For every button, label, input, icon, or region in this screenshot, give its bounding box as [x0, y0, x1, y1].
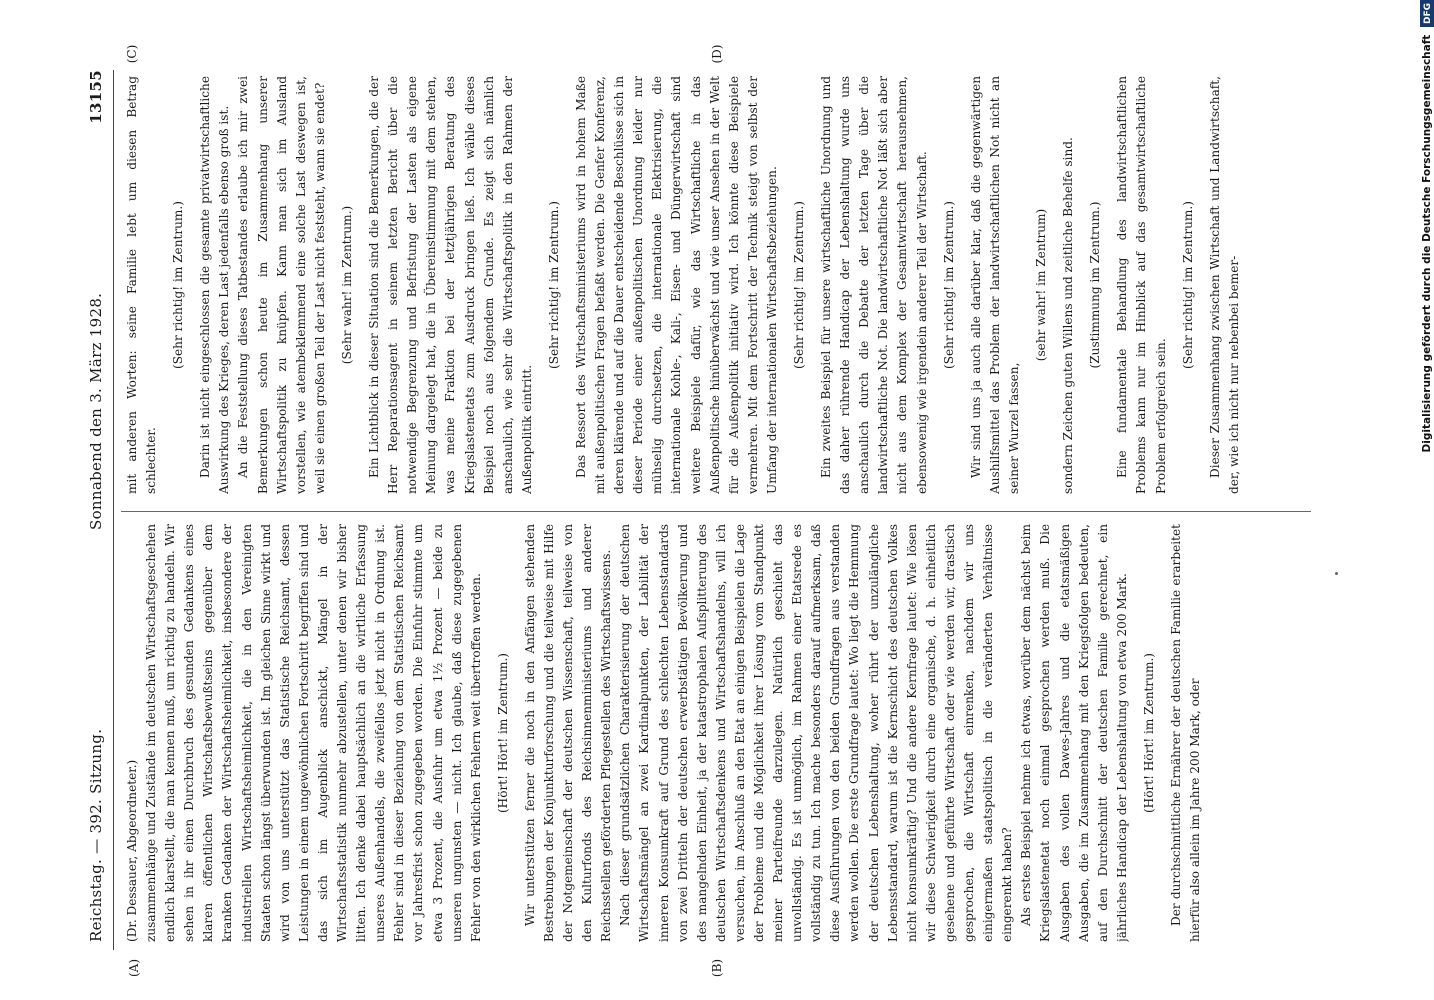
header-session: Reichstag. — 392. Sitzung.: [87, 728, 105, 942]
scan-speck: [1335, 572, 1338, 575]
interjection: (Sehr richtig! im Zentrum.): [171, 201, 186, 369]
paragraph: Eine fundamentale Behandlung des landwirtschaftlichen Problems kann nur im Hinblick auf das gesamtwirtschaftliche Problem erfolgreich sein.: [1115, 76, 1168, 494]
funding-text: Digitalisierung gefördert durch die Deutsche Forschungsgemeinschaft: [1421, 34, 1433, 453]
page-header: [85, 70, 111, 950]
paragraph: Darin ist nicht eingeschlossen die gesamte privatwirtschaftliche Auswirkung des Krieges, deren Last jedenfalls ebenso groß ist.: [198, 76, 232, 494]
paragraph: An die Feststellung dieses Tatbestandes erlaube ich mir zwei Bemerkungen schon heute im Zusammenhang unserer Wirtschaftspolitik zu knüpfen. Kann man sich im Ausland vorstellen, wie atembeklemmend eine solche Last deswegen ist, weil sie einen großen Teil der Last nicht feststeht, wann sie endet?: [236, 76, 327, 494]
right-column: [123, 76, 1313, 494]
margin-marker-c: (C): [125, 44, 139, 64]
paragraph: Das Ressort des Wirtschaftsministeriums wird in hohem Maße mit außenpolitischen Fragen befaßt werden. Die Genfer Konferenz, deren klärende und auf die Dauer entscheidende Beschlüsse sich in dieser Periode einer außenpolitischen Unordnung leider nur mühselig durchsetzen, die internationale Elektrisierung, die internationale Kohle-, Kali-, Eisen- und Düngerwirtschaft sind weitere Beispiele dafür, wie das Wirtschaftliche in das Außenpolitische hinüberwächst und wie unser Ansehen in der Welt für die Außenpolitik initiativ wird. Ich könnte diese Beispiele vermehren. Mit dem Fortschritt der Technik steigt von selbst der Umfang der internationalen Wirtschaftsbeziehungen.: [573, 76, 779, 494]
paragraph: zusammenhänge und Zustände im deutschen Wirtschaftsgeschehen endlich klarstellt, die man kennen muß, um richtig zu handeln. Wir sehen in ihr einen Durchbruch des gesunden Gedankens eines klaren öffentlichen Wirtschaftsbewußtseins gegenüber dem kranken Gedanken der Wirtschaftsheimlichkeit, insbesondere der industriellen Wirtschaftsheimlichkeit, die in den Vereinigten Staaten schon längst überwunden ist. Im gleichen Sinne wirkt und wird von uns unterstützt das Statistische Reichsamt, dessen Leistungen in einem ungewöhnlichen Fortschritt begriffen sind und das sich im Augenblick anschickt, Mängel in der Wirtschaftsstatistik nunmehr abzustellen, unter denen wir bisher litten. Ich denke dabei hauptsächlich an die wirtliche Erfassung unseres Außenhandels, die zweifellos jetzt nicht in Ordnung ist. Fehler sind in dieser Beziehung von dem Statistischen Reichsamt vor Jahresfrist schon zugegeben worden. Die Einfuhr stimmte um etwa 3 Prozent, die Ausfuhr um etwa 1½ Prozent — beide zu unseren ungunsten — nicht. Ich glaube, daß diese zugegebenen Fehler von den wirklichen Fehlern weit übertroffen werden.: [144, 524, 483, 942]
margin-marker-a: (A): [127, 958, 141, 978]
header-rule: [113, 70, 114, 950]
funding-notice-text: [1419, 0, 1434, 1000]
interjection: (Sehr richtig! im Zentrum.): [792, 201, 806, 369]
speaker-line: (Dr. Dessauer, Abgeordneter.): [125, 759, 139, 942]
interjection: (Sehr wahr! im Zentrum.): [339, 205, 354, 365]
margin-marker-d: (D): [710, 44, 724, 64]
paragraph: mit anderen Worten: seine Familie lebt um diesen Betrag schlechter.: [125, 76, 159, 494]
interjection: (Hört! Hört! im Zentrum.): [495, 652, 510, 814]
interjection: (Sehr richtig! im Zentrum.): [1180, 201, 1195, 369]
paragraph: Ein Lichtblick in dieser Situation sind die Bemerkungen, die der Herr Reparationsagent in seinem letzten Bericht über die notwendige Begrenzung und Befristung der Lasten als eigene Meinung dargelegt hat, die in Übereinstimmung mit dem stehen, was meine Fraktion bei der letztjährigen Beratung des Kriegslastenetats zum Ausdruck bringen ließ. Ich wähle dieses Beispiel noch aus folgendem Grunde. Es zeigt sich nämlich anschaulich, wie sehr die Wirtschaftspolitik in den Rahmen der Außenpolitik eintritt.: [367, 76, 534, 494]
newspaper-page: [85, 44, 1325, 978]
interjection: (Hört! Hört! im Zentrum.): [1141, 652, 1156, 814]
header-date: Sonnabend den 3. März 1928.: [87, 292, 105, 530]
interjection: (Zustimmung im Zentrum.): [1088, 201, 1103, 369]
paragraph: Wir unterstützen ferner die noch in den Anfängen stehenden Bestrebungen der Konjunkturforschung und die teilweise mit Hilfe der Notgemeinschaft der deutschen Wissenschaft, teilweise von den Kulturfonds des Reichsinnenministeriums und anderer Reichsstellen geförderten Pflegestellen des Wirtschaftswissens.: [522, 524, 614, 942]
margin-marker-b: (B): [710, 958, 724, 978]
interjection: (Sehr richtig! im Zentrum.): [546, 201, 561, 369]
paragraph: Dieser Zusammenhang zwischen Wirtschaft und Landwirtschaft, der, wie ich nicht nur nebenbei bemer-: [1207, 76, 1241, 494]
paragraph: Wir sind uns ja auch alle darüber klar, daß die gegenwärtigen Aushilfsmittel das Problem der landwirtschaftlichen Not nicht an seiner Wurzel fassen,: [968, 76, 1021, 494]
interjection: (sehr wahr! im Zentrum): [1034, 208, 1049, 362]
dfg-logo: DFG: [1420, 0, 1434, 27]
page-number: 13155: [87, 70, 105, 124]
column-divider: [121, 511, 1311, 512]
funding-notice: [1415, 0, 1434, 1000]
left-column: [123, 524, 1313, 942]
paragraph: sondern Zeichen guten Willens und zeitliche Behelfe sind.: [1061, 137, 1076, 494]
paragraph: Als erstes Beispiel nehme ich etwas, worüber dem nächst beim Kriegslastenetat noch einmal gesprochen werden muß. Die Ausgaben des vollen Dawes-Jahres und die etatsmäßigen Ausgaben, die im Zusammenhang mit den Kriegsfolgen bedeuten, auf den Durchschnitt der deutschen Familie gerechnet, ein jährliches Handicap der Lebenshaltung von etwa 200 Mark.: [1019, 524, 1129, 942]
paragraph: Nach dieser grundsätzlichen Charakterisierung der deutschen Wirtschaftsmängel an zwei Kardinalpunkten, der Labilität der inneren Konsumkraft auf Grund des schlechten Lebensstandards von zwei Dritteln der deutschen erwerbstätigen Bevölkerung und des mangelnden Einheit, ja der katastrophalen Aufsplitterung des deutschen Wirtschaftsdenkens und Wirtschaftshandelns, will ich versuchen, im Anschluß an den Etat an einigen Beispielen die Lage der Probleme und die Möglichkeit ihrer Lösung vom Standpunkt meiner Parteifreunde darzulegen. Natürlich geschieht das unvollständig. Es ist unmöglich, im Rahmen einer Etatsrede es vollständig zu tun. Ich mache besonders darauf aufmerksam, daß diese Ausführungen von den beiden Grundfragen aus verstanden werden wollen. Die erste Grundfrage lautet: Wo liegt die Hemmung der deutschen Lebenshaltung, woher rührt der unzulängliche Lebensstandard, warum ist die Kernschicht des deutschen Volkes nicht konsumkräftig? Und die andere Kernfrage lautet: Wie lösen wir diese Schwierigkeit durch eine organische, d. h. einheitlich gesehene und geführte Wirtschaft oder wie werden wir, drastisch gesprochen, die Wirtschaft einrenken, nachdem wir uns einigermaßen staatspolitisch in die veränderten Verhältnisse eingerenkt haben?: [618, 524, 1015, 942]
paragraph: Ein zweites Beispiel für unsere wirtschaftliche Unordnung und das daher rührende Handicap der Lebenshaltung wurde uns anschaulich durch die Debatte der letzten Tage über die landwirtschaftliche Not. Die landwirtschaftliche Not läßt sich aber nicht aus dem Komplex der Gesamtwirtschaft herausnehmen, ebensowenig wie irgendein anderer Teil der Wirtschaft.: [819, 76, 929, 494]
interjection: (Sehr richtig! im Zentrum.): [941, 201, 956, 369]
paragraph: Der durchschnittliche Ernährer der deutschen Familie erarbeitet hierfür also allein im Jahre 200 Mark, oder: [1168, 524, 1203, 942]
